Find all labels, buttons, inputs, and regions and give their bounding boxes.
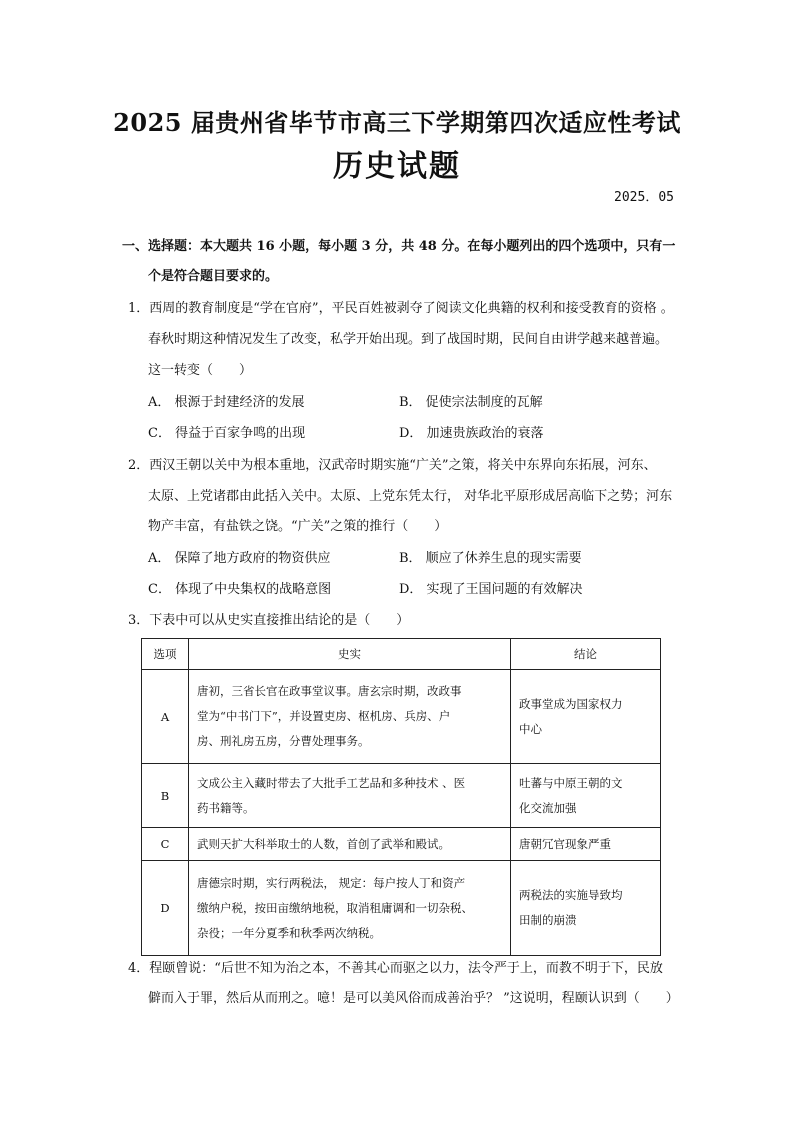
conclusion-line: 两税法的实施导致均 (519, 888, 623, 902)
row-fact (189, 670, 511, 764)
exam-title: 2025 届贵州省毕节市高三下学期第四次适应性考试 (113, 108, 681, 137)
table-row (142, 861, 661, 956)
subject-title: 历史试题 (333, 149, 461, 184)
table-row (142, 764, 661, 828)
conclusion-line: 政事堂成为国家权力 (519, 696, 623, 711)
q1-option-a: A． 根源于封建经济的发展 (148, 395, 305, 410)
conclusion-line: 化交流加强 (519, 800, 577, 815)
row-conclusion (511, 764, 661, 828)
row-fact (189, 828, 511, 861)
row-fact (189, 764, 511, 828)
fact-line: 唐初，三省长官在政事堂议事。唐玄宗时期，改政事 (197, 684, 462, 698)
q4-stem-line1: 4．程颐曾说：“后世不知为治之本，不善其心而驱之以力，法令严于上，而教不明于下，民放 (128, 961, 663, 976)
fact-line: 武则天扩大科举取士的人数，首创了武举和殿试。 (197, 836, 450, 851)
q1-stem-line2: 春秋时期这种情况发生了改变，私学开始出现。到了战国时期，民间自由讲学越来越普遍。 (148, 332, 669, 347)
table-header-fact: 史实 (189, 639, 511, 670)
fact-line: 药书籍等。 (197, 800, 255, 815)
row-option-label: A (142, 670, 189, 764)
conclusion-line: 唐朝冗官现象严重 (519, 836, 611, 851)
fact-line: 房、刑礼房五房，分曹处理事务。 (197, 734, 370, 748)
q2-option-d: D． 实现了王国问题的有效解决 (399, 582, 583, 597)
q2-option-b: B． 顺应了休养生息的现实需要 (399, 551, 582, 566)
conclusion-line: 中心 (519, 721, 542, 736)
table-header-conclusion: 结论 (511, 639, 661, 670)
q1-option-d: D． 加速贵族政治的衰落 (399, 426, 544, 441)
conclusion-line: 吐蕃与中原王朝的文 (519, 775, 623, 790)
row-option-label: C (142, 828, 189, 861)
q1-stem-line1: 1．西周的教育制度是“学在官府”，平民百姓被剥夺了阅读文化典籍的权利和接受教育的资格 。 (128, 301, 674, 316)
fact-line: 缴纳户税，按田亩缴纳地税，取消租庸调和一切杂税、 (197, 900, 473, 915)
q2-stem-line1: 2．西汉王朝以关中为根本重地，汉武帝时期实施“广关”之策，将关中东界向东拓展，河东、 (128, 458, 657, 473)
table-header-option: 选项 (142, 639, 189, 670)
q3-stem: 3．下表中可以从史实直接推出结论的是（ ） (128, 613, 410, 628)
table-row (142, 828, 661, 861)
exam-date: 2025．05 (614, 190, 674, 205)
fact-line: 堂为“中书门下”，并设置吏房、枢机房、兵房、户 (197, 709, 451, 723)
q2-stem-line3: 物产丰富，有盐铁之饶。“广关”之策的推行（ ） (148, 519, 448, 534)
row-conclusion (511, 861, 661, 956)
fact-line: 唐德宗时期，实行两税法， 规定：每户按人丁和资产 (197, 875, 466, 890)
row-conclusion (511, 670, 661, 764)
fact-line: 文成公主入藏时带去了大批手工艺品和多种技术 、医 (197, 775, 466, 790)
q1-option-c: C． 得益于百家争鸣的出现 (148, 426, 306, 441)
row-option-label: D (142, 861, 189, 956)
q3-table (141, 638, 661, 956)
section-heading-line2: 个是符合题目要求的。 (148, 269, 279, 284)
q1-stem-line3: 这一转变（ ） (148, 363, 253, 378)
row-fact (189, 861, 511, 956)
q1-option-b: B． 促使宗法制度的瓦解 (399, 395, 543, 410)
q4-stem-line2: 僻而入于罪，然后从而刑之。噫！是可以美风俗而成善治乎？ ”这说明，程颐认识到（ ） (148, 991, 679, 1006)
table-header-row (142, 639, 661, 670)
row-conclusion (511, 828, 661, 861)
row-option-label: B (142, 764, 189, 828)
section-heading-line1: 一、选择题：本大题共 16 小题，每小题 3 分，共 48 分。在每小题列出的四个选项中，只有一 (122, 239, 676, 254)
fact-line: 杂役；一年分夏季和秋季两次纳税。 (197, 925, 381, 940)
table-row (142, 670, 661, 764)
q2-option-a: A． 保障了地方政府的物资供应 (148, 551, 331, 566)
q2-stem-line2: 太原、上党诸郡由此括入关中。太原、上党东凭太行， 对华北平原形成居高临下之势；河东 (148, 489, 673, 504)
conclusion-line: 田制的崩溃 (519, 913, 577, 927)
q2-option-c: C． 体现了中央集权的战略意图 (148, 582, 332, 597)
